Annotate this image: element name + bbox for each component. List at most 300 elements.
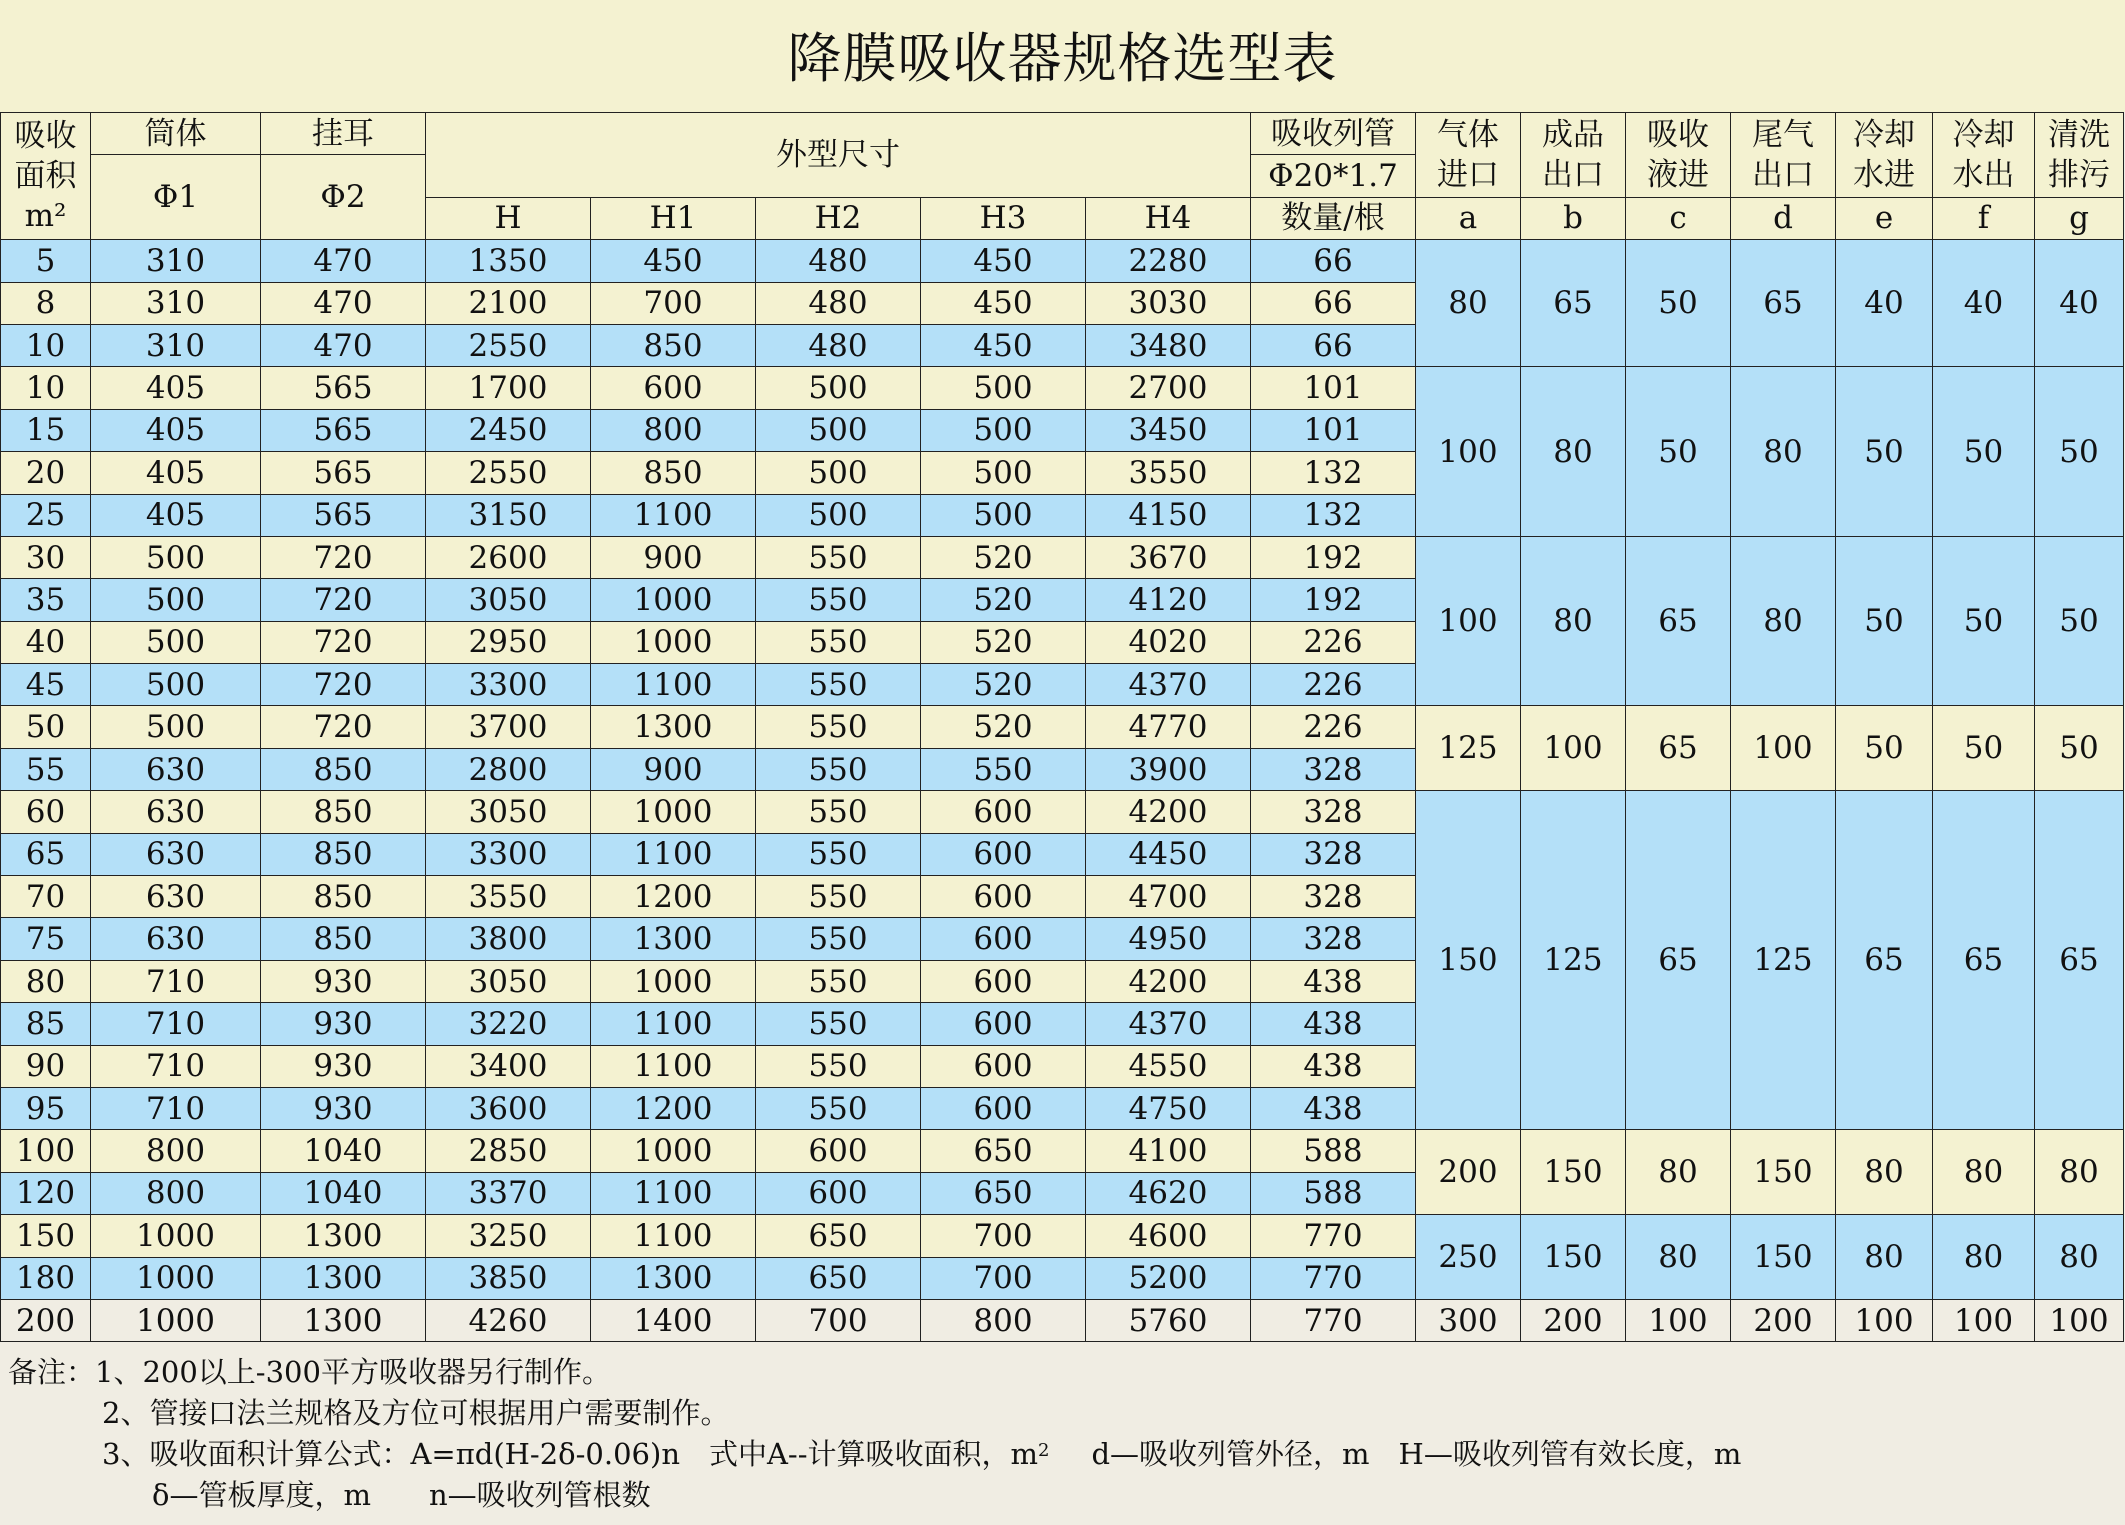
table-cell: 438 [1251,1045,1416,1087]
table-cell: 10 [1,367,91,409]
table-cell: 588 [1251,1130,1416,1172]
table-cell: 600 [921,791,1086,833]
table-cell: 15 [1,409,91,451]
table-row [1,706,2124,748]
port-size-cell: 65 [1626,536,1731,706]
table-cell: 3480 [1086,324,1251,366]
table-cell: 565 [261,452,426,494]
table-cell: 132 [1251,452,1416,494]
port-size-cell: 50 [1933,367,2035,537]
port-size-cell: 50 [1836,706,1933,791]
port-size-cell: 80 [1731,536,1836,706]
table-cell: 60 [1,791,91,833]
table-cell: 2550 [426,452,591,494]
table-cell: 2100 [426,282,591,324]
port-size-cell: 40 [2035,240,2124,367]
table-cell: 85 [1,1003,91,1045]
table-cell: 66 [1251,240,1416,282]
table-cell: 710 [91,960,261,1002]
table-cell: 3300 [426,664,591,706]
table-cell: 550 [756,579,921,621]
table-cell: 500 [756,452,921,494]
port-size-cell: 80 [1521,536,1626,706]
table-cell: 700 [921,1257,1086,1299]
note-2: 2、管接口法兰规格及方位可根据用户需要制作。 [102,1396,730,1430]
table-cell: 80 [1,960,91,1002]
table-cell: 550 [756,918,921,960]
table-cell: 328 [1251,791,1416,833]
header-port-e: 冷却 水进 [1836,113,1933,198]
table-cell: 40 [1,621,91,663]
port-size-cell: 150 [1731,1215,1836,1300]
table-cell: 4600 [1086,1215,1251,1257]
table-cell: 226 [1251,621,1416,663]
table-cell: 101 [1251,367,1416,409]
table-cell: 500 [756,409,921,451]
table-cell: 66 [1251,324,1416,366]
header-port-code-c: c [1626,197,1731,239]
table-cell: 1000 [91,1299,261,1341]
table-cell: 550 [756,536,921,578]
table-cell: 3550 [1086,452,1251,494]
table-cell: 3700 [426,706,591,748]
header-port-g: 清洗 排污 [2035,113,2124,198]
table-cell: 850 [261,748,426,790]
port-size-cell: 80 [2035,1130,2124,1215]
table-cell: 1700 [426,367,591,409]
table-cell: 600 [921,960,1086,1002]
table-cell: 500 [91,579,261,621]
port-size-cell: 100 [1521,706,1626,791]
table-cell: 20 [1,452,91,494]
table-cell: 930 [261,1087,426,1129]
table-cell: 4200 [1086,960,1251,1002]
table-cell: 3670 [1086,536,1251,578]
table-cell: 1200 [591,876,756,918]
table-cell: 3250 [426,1215,591,1257]
port-size-cell: 80 [1416,240,1521,367]
table-cell: 600 [756,1172,921,1214]
header-tubes-spec: Φ20*1.7 [1251,155,1416,197]
table-cell: 930 [261,1045,426,1087]
table-cell: 630 [91,876,261,918]
port-size-cell: 300 [1416,1299,1521,1341]
table-cell: 180 [1,1257,91,1299]
table-cell: 3050 [426,960,591,1002]
table-cell: 720 [261,664,426,706]
table-cell: 120 [1,1172,91,1214]
table-cell: 1200 [591,1087,756,1129]
table-cell: 310 [91,282,261,324]
header-port-code-a: a [1416,197,1521,239]
table-cell: 1100 [591,664,756,706]
port-size-cell: 100 [1626,1299,1731,1341]
header-port-b: 成品 出口 [1521,113,1626,198]
table-cell: 1000 [591,1130,756,1172]
port-size-cell: 80 [1626,1130,1731,1215]
table-cell: 3150 [426,494,591,536]
table-cell: 850 [261,918,426,960]
table-cell: 550 [756,1045,921,1087]
table-cell: 3400 [426,1045,591,1087]
table-cell: 192 [1251,536,1416,578]
header-port-code-e: e [1836,197,1933,239]
table-cell: 90 [1,1045,91,1087]
table-cell: 550 [756,833,921,875]
header-shell-symbol: Φ1 [91,155,261,240]
table-cell: 550 [756,748,921,790]
page-title: 降膜吸收器规格选型表 [787,27,1338,90]
table-cell: 600 [756,1130,921,1172]
port-size-cell: 200 [1731,1299,1836,1341]
table-cell: 520 [921,706,1086,748]
table-cell: 192 [1251,579,1416,621]
table-cell: 650 [921,1172,1086,1214]
table-cell: 1100 [591,833,756,875]
port-size-cell: 80 [1933,1130,2035,1215]
table-cell: 770 [1251,1215,1416,1257]
table-cell: 500 [91,536,261,578]
table-cell: 2850 [426,1130,591,1172]
table-cell: 900 [591,748,756,790]
table-cell: 630 [91,748,261,790]
port-size-cell: 200 [1521,1299,1626,1341]
header-shell: 筒体 [91,113,261,155]
table-cell: 75 [1,918,91,960]
table-cell: 1040 [261,1172,426,1214]
table-cell: 1000 [591,960,756,1002]
table-cell: 4370 [1086,664,1251,706]
table-cell: 630 [91,918,261,960]
table-cell: 5200 [1086,1257,1251,1299]
table-cell: 520 [921,664,1086,706]
table-cell: 3220 [426,1003,591,1045]
port-size-cell: 150 [1521,1130,1626,1215]
header-port-code-f: f [1933,197,2035,239]
table-cell: 65 [1,833,91,875]
table-cell: 226 [1251,664,1416,706]
table-cell: 1040 [261,1130,426,1172]
table-cell: 700 [591,282,756,324]
port-size-cell: 65 [1521,240,1626,367]
note-3-formula: 3、吸收面积计算公式：A=πd(H-2δ-0.06)n 式中A--计算吸收面积，m [102,1437,1039,1471]
table-cell: 2950 [426,621,591,663]
note-4: δ—管板厚度，m n—吸收列管根数 [152,1478,651,1512]
port-size-cell: 80 [1521,367,1626,537]
table-cell: 500 [921,367,1086,409]
table-cell: 450 [921,240,1086,282]
header-dim-h3: H3 [921,197,1086,239]
port-size-cell: 100 [1933,1299,2035,1341]
table-cell: 1300 [261,1257,426,1299]
table-cell: 550 [756,791,921,833]
header-tubes-count: 数量/根 [1251,197,1416,239]
port-size-cell: 50 [1626,367,1731,537]
table-cell: 45 [1,664,91,706]
table-cell: 650 [921,1130,1086,1172]
table-cell: 8 [1,282,91,324]
table-cell: 565 [261,494,426,536]
table-cell: 1100 [591,1215,756,1257]
table-cell: 550 [756,1003,921,1045]
table-cell: 4200 [1086,791,1251,833]
table-cell: 66 [1251,282,1416,324]
table-cell: 1100 [591,494,756,536]
table-row [1,240,2124,282]
header-lug-symbol: Φ2 [261,155,426,240]
table-cell: 1100 [591,1003,756,1045]
notes [8,1352,2108,1516]
table-cell: 930 [261,1003,426,1045]
table-cell: 405 [91,494,261,536]
table-cell: 850 [261,791,426,833]
table-cell: 520 [921,536,1086,578]
table-cell: 600 [921,1087,1086,1129]
header-dim-h2: H2 [756,197,921,239]
table-cell: 328 [1251,748,1416,790]
table-cell: 1100 [591,1172,756,1214]
port-size-cell: 150 [1521,1215,1626,1300]
table-cell: 550 [756,1087,921,1129]
port-size-cell: 250 [1416,1215,1521,1300]
table-cell: 95 [1,1087,91,1129]
port-size-cell: 50 [1626,240,1731,367]
note-1: 备注：1、200以上-300平方吸收器另行制作。 [8,1355,611,1389]
table-cell: 600 [591,367,756,409]
table-cell: 4950 [1086,918,1251,960]
table-cell: 101 [1251,409,1416,451]
table-cell: 150 [1,1215,91,1257]
table-cell: 450 [591,240,756,282]
table-cell: 328 [1251,918,1416,960]
table-cell: 1000 [91,1257,261,1299]
table-cell: 3450 [1086,409,1251,451]
port-size-cell: 65 [1626,791,1731,1130]
table-cell: 405 [91,367,261,409]
table-cell: 3030 [1086,282,1251,324]
table-cell: 4020 [1086,621,1251,663]
table-cell: 600 [921,918,1086,960]
port-size-cell: 50 [1836,536,1933,706]
header-tubes: 吸收列管 [1251,113,1416,155]
table-cell: 4700 [1086,876,1251,918]
table-cell: 500 [91,664,261,706]
table-row [1,536,2124,578]
table-cell: 1400 [591,1299,756,1341]
port-size-cell: 100 [1416,536,1521,706]
port-size-cell: 80 [1626,1215,1731,1300]
table-cell: 800 [91,1130,261,1172]
port-size-cell: 50 [2035,536,2124,706]
table-cell: 800 [921,1299,1086,1341]
header-port-f: 冷却 水出 [1933,113,2035,198]
table-cell: 770 [1251,1299,1416,1341]
table-cell: 650 [756,1257,921,1299]
table-cell: 70 [1,876,91,918]
table-cell: 405 [91,452,261,494]
port-size-cell: 80 [1933,1215,2035,1300]
note-3-symbols: d—吸收列管外径，m H—吸收列管有效长度，m [1091,1437,1742,1471]
port-size-cell: 50 [1836,367,1933,537]
table-cell: 2600 [426,536,591,578]
port-size-cell: 100 [1416,367,1521,537]
table-cell: 4750 [1086,1087,1251,1129]
table-row [1,1299,2124,1341]
port-size-cell: 40 [1836,240,1933,367]
port-size-cell: 65 [1626,706,1731,791]
port-size-cell: 125 [1731,791,1836,1130]
table-cell: 550 [756,621,921,663]
port-size-cell: 100 [2035,1299,2124,1341]
table-cell: 500 [756,367,921,409]
table-cell: 3900 [1086,748,1251,790]
port-size-cell: 80 [1836,1215,1933,1300]
table-cell: 565 [261,409,426,451]
table-cell: 1000 [591,791,756,833]
table-cell: 4450 [1086,833,1251,875]
table-cell: 4770 [1086,706,1251,748]
table-cell: 4620 [1086,1172,1251,1214]
table-cell: 500 [756,494,921,536]
table-cell: 600 [921,1045,1086,1087]
table-cell: 2800 [426,748,591,790]
table-cell: 500 [921,494,1086,536]
header-dim-h4: H4 [1086,197,1251,239]
table-cell: 550 [921,748,1086,790]
note-3 [8,1434,2108,1475]
table-cell: 50 [1,706,91,748]
table-cell: 550 [756,876,921,918]
table-cell: 438 [1251,1003,1416,1045]
table-cell: 710 [91,1003,261,1045]
table-cell: 710 [91,1045,261,1087]
table-cell: 720 [261,536,426,578]
table-cell: 328 [1251,833,1416,875]
table-cell: 1300 [261,1215,426,1257]
table-cell: 2450 [426,409,591,451]
table-cell: 850 [261,833,426,875]
table-cell: 770 [1251,1257,1416,1299]
table-cell: 3550 [426,876,591,918]
table-cell: 438 [1251,960,1416,1002]
table-cell: 550 [756,706,921,748]
port-size-cell: 125 [1521,791,1626,1130]
table-cell: 4550 [1086,1045,1251,1087]
table-cell: 520 [921,579,1086,621]
table-cell: 480 [756,240,921,282]
table-cell: 4120 [1086,579,1251,621]
table-cell: 55 [1,748,91,790]
table-row [1,791,2124,833]
table-cell: 2700 [1086,367,1251,409]
table-cell: 1000 [591,621,756,663]
table-cell: 3300 [426,833,591,875]
table-cell: 4150 [1086,494,1251,536]
port-size-cell: 100 [1836,1299,1933,1341]
table-cell: 550 [756,664,921,706]
table-cell: 4370 [1086,1003,1251,1045]
table-cell: 630 [91,833,261,875]
port-size-cell: 150 [1416,791,1521,1130]
table-cell: 132 [1251,494,1416,536]
header-port-d: 尾气 出口 [1731,113,1836,198]
table-row [1,1215,2124,1257]
header-port-code-g: g [2035,197,2124,239]
table-cell: 520 [921,621,1086,663]
table-cell: 100 [1,1130,91,1172]
table-cell: 438 [1251,1087,1416,1129]
table-cell: 1300 [591,918,756,960]
table-cell: 600 [921,1003,1086,1045]
table-cell: 226 [1251,706,1416,748]
header-port-code-d: d [1731,197,1836,239]
table-cell: 1300 [591,706,756,748]
table-cell: 1000 [591,579,756,621]
table-cell: 3850 [426,1257,591,1299]
table-cell: 850 [591,324,756,366]
port-size-cell: 50 [1933,536,2035,706]
table-cell: 600 [921,876,1086,918]
port-size-cell: 80 [1731,367,1836,537]
table-cell: 1100 [591,1045,756,1087]
table-cell: 900 [591,536,756,578]
table-cell: 25 [1,494,91,536]
table-cell: 700 [921,1215,1086,1257]
header-port-a: 气体 进口 [1416,113,1521,198]
table-cell: 1000 [91,1215,261,1257]
table-cell: 35 [1,579,91,621]
table-cell: 800 [591,409,756,451]
port-size-cell: 150 [1731,1130,1836,1215]
header-dim-h1: H1 [591,197,756,239]
table-cell: 720 [261,621,426,663]
table-cell: 470 [261,282,426,324]
table-cell: 480 [756,324,921,366]
table-cell: 3050 [426,579,591,621]
table-cell: 5 [1,240,91,282]
table-cell: 630 [91,791,261,833]
port-size-cell: 65 [2035,791,2124,1130]
table-cell: 470 [261,240,426,282]
port-size-cell: 65 [1836,791,1933,1130]
port-size-cell: 50 [1933,706,2035,791]
port-size-cell: 40 [1933,240,2035,367]
port-size-cell: 50 [2035,367,2124,537]
port-size-cell: 100 [1731,706,1836,791]
table-cell: 480 [756,282,921,324]
table-cell: 710 [91,1087,261,1129]
header-lug: 挂耳 [261,113,426,155]
header-dimensions: 外型尺寸 [426,113,1251,198]
port-size-cell: 65 [1731,240,1836,367]
table-cell: 4260 [426,1299,591,1341]
table-cell: 500 [91,706,261,748]
table-cell: 500 [921,409,1086,451]
spec-table [0,112,2124,1342]
table-cell: 600 [921,833,1086,875]
table-cell: 930 [261,960,426,1002]
table-cell: 30 [1,536,91,578]
port-size-cell: 80 [1836,1130,1933,1215]
port-size-cell: 65 [1933,791,2035,1130]
table-cell: 200 [1,1299,91,1341]
table-cell: 2550 [426,324,591,366]
table-cell: 3370 [426,1172,591,1214]
port-size-cell: 125 [1416,706,1521,791]
table-cell: 3600 [426,1087,591,1129]
header-port-c: 吸收 液进 [1626,113,1731,198]
table-cell: 470 [261,324,426,366]
